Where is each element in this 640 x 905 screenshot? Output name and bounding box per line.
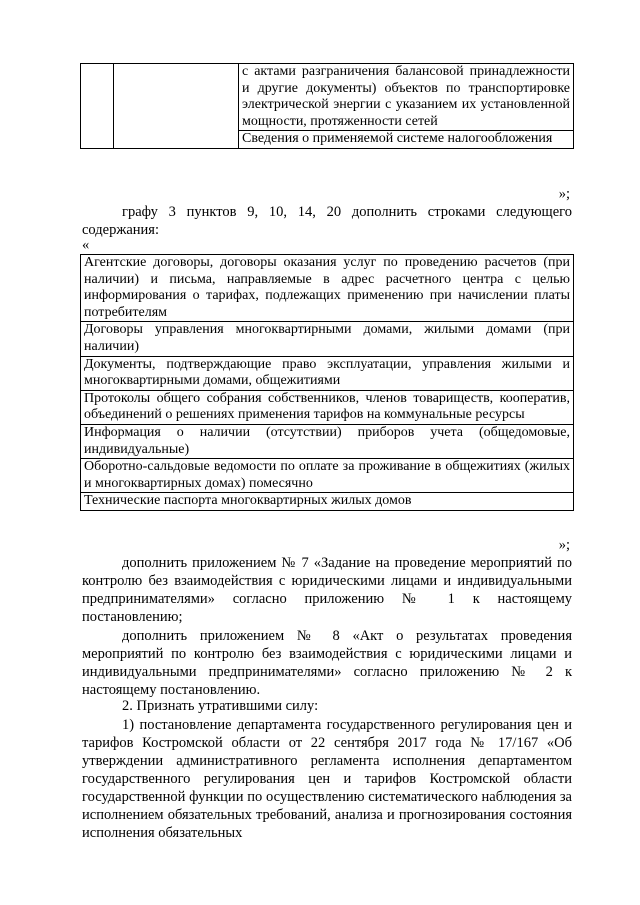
table-cell-number (81, 64, 114, 149)
body-paragraph (82, 627, 572, 699)
documents-table-additions (80, 254, 574, 511)
table-row (81, 493, 574, 511)
table-row (81, 459, 574, 493)
table-cell: Информация о наличии (отсутствии) приборов учета (общедомовые, индивидуальные) (81, 424, 574, 458)
documents-table-continued (80, 63, 574, 149)
paragraph-appendix-7: дополнить приложением № 7 «Задание на проведение мероприятий по контролю без взаимодействия с юридическими лицами и индивидуальными предпринимателями» согласно приложению № 1 к настоящему постановлению; (82, 555, 572, 625)
intro-paragraph (82, 203, 572, 239)
table-cell: Оборотно-сальдовые ведомости по оплате за проживание в общежитиях (жилых и многоквартирных домах) помесячно (81, 459, 574, 493)
body-paragraph (82, 697, 572, 715)
table-cell: Технические паспорта многоквартирных жилых домов (81, 493, 574, 511)
closing-quote: »; (558, 537, 570, 553)
table-cell-documents: с актами разграничения балансовой принадлежности и другие документы) объектов по транспортировке электрической энергии с указанием их установленной мощности, протяженности сетей (239, 64, 574, 131)
table-row (81, 390, 574, 424)
table-row (81, 255, 574, 322)
table-cell-documents: Сведения о применяемой системе налогообложения (239, 131, 574, 149)
table-row (81, 322, 574, 356)
intro-text: графу 3 пунктов 9, 10, 14, 20 дополнить строками следующего содержания: (82, 204, 572, 238)
paragraph-repeal-heading: 2. Признать утратившими силу: (122, 698, 319, 714)
paragraph-appendix-8: дополнить приложением № 8 «Акт о результатах проведения мероприятий по контролю без взаимодействия с юридическими лицами и индивидуальными предпринимателями» согласно приложению № 2 к настоящему постановлению. (82, 628, 572, 698)
closing-quote: »; (558, 186, 570, 202)
paragraph-repeal-item-1: 1) постановление департамента государственного регулирования цен и тарифов Костромской области от 22 сентября 2017 года № 17/167 «Об утверждении административного регламента исполнения департаментом государственного регулирования цен и тарифов Костромской области государственной функции по осуществлению систематического наблюдения за исполнением обязательных требований, анализа и прогнозирования состояния исполнения обязательных (82, 717, 572, 841)
table-row (81, 424, 574, 458)
table-row (81, 356, 574, 390)
table-row (81, 64, 574, 131)
table-cell: Договоры управления многоквартирными домами, жилыми домами (при наличии) (81, 322, 574, 356)
table-cell: Протоколы общего собрания собственников, членов товариществ, кооператив, объединений о решениях применения тарифов на коммунальные ресурсы (81, 390, 574, 424)
body-paragraph (82, 554, 572, 626)
opening-quote: « (82, 237, 90, 253)
table-cell: Документы, подтверждающие право эксплуатации, управления жилыми и многоквартирными домами, общежитиями (81, 356, 574, 390)
table-cell-title (114, 64, 239, 149)
table-cell: Агентские договоры, договоры оказания услуг по проведению расчетов (при наличии) и письма, направляемые в адрес расчетного центра с целью информирования о тарифах, подлежащих применению при начислении платы потребителям (81, 255, 574, 322)
body-paragraph (82, 716, 572, 842)
